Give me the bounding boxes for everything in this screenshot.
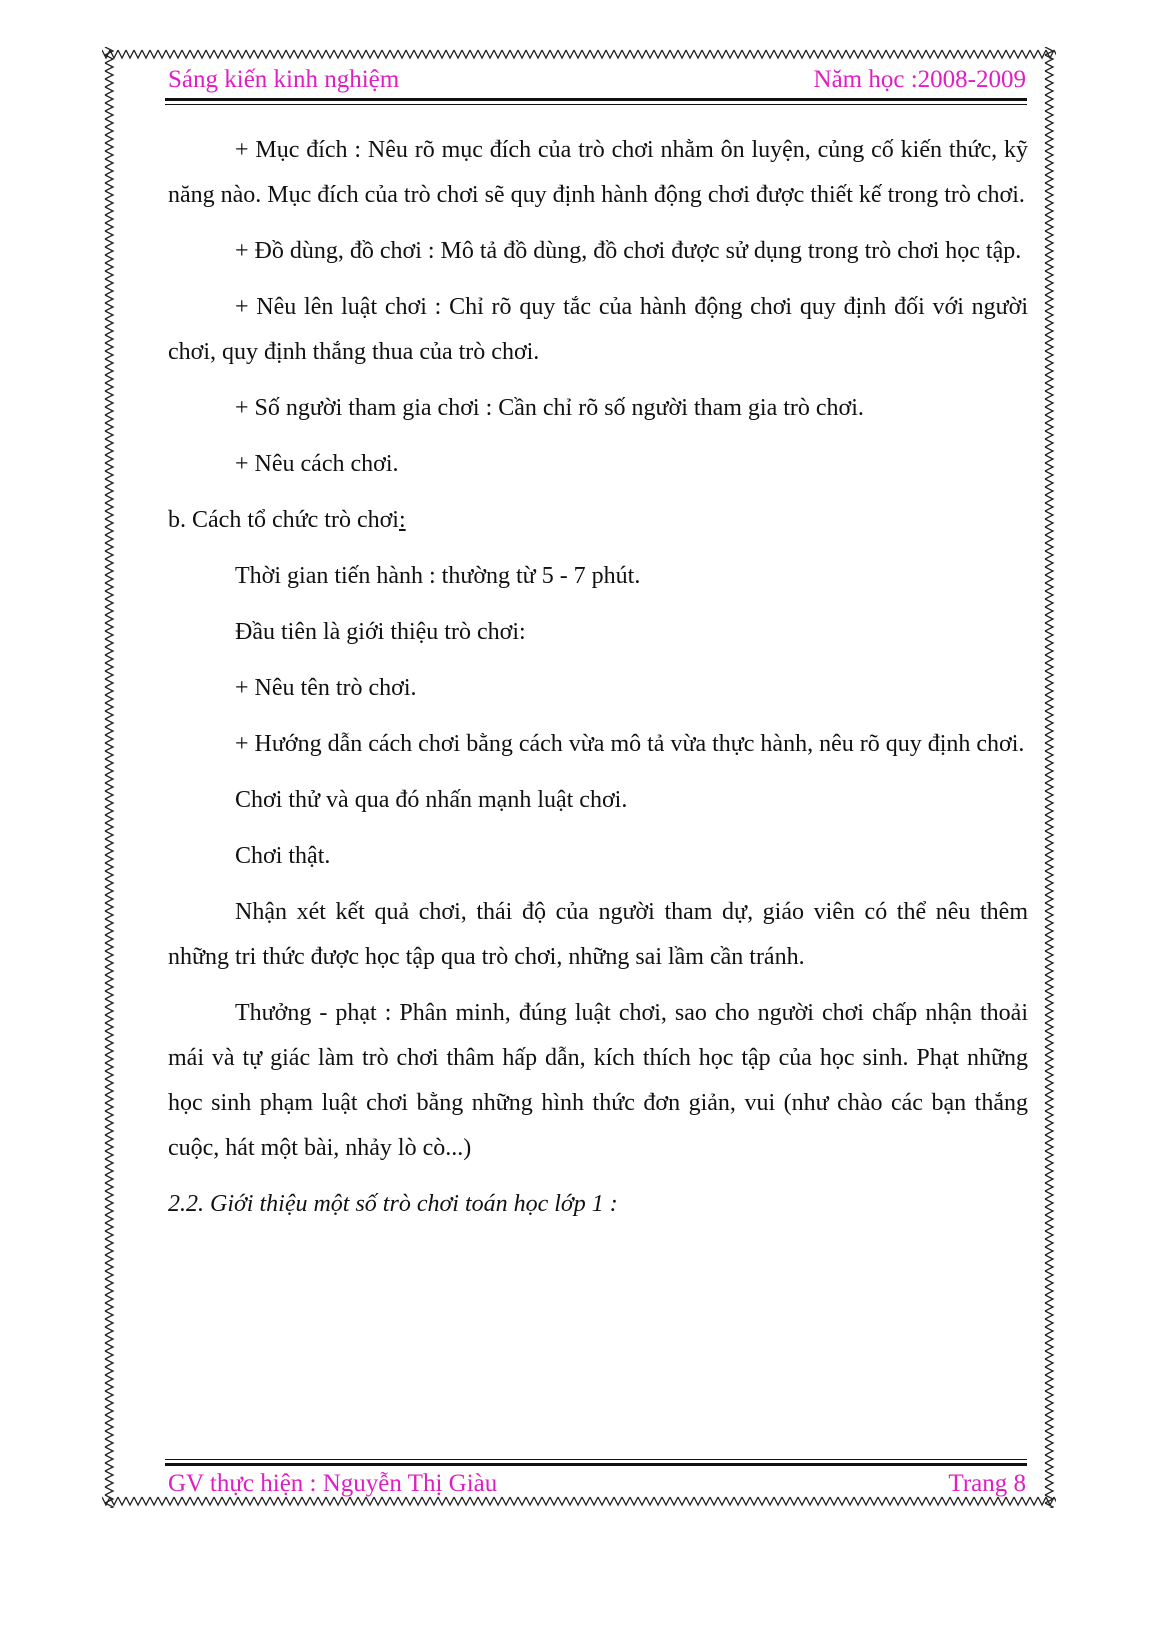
paragraph-luat-choi: + Nêu lên luật chơi : Chỉ rõ quy tắc của hành động chơi quy định đối với người chơi, quy định thắng thua của trò chơi. xyxy=(168,294,1028,365)
paragraph-neu-ten: + Nêu tên trò chơi. xyxy=(235,675,417,701)
paragraph-so-nguoi: + Số người tham gia chơi : Cần chỉ rõ số người tham gia trò chơi. xyxy=(235,395,864,421)
header-rule-thick xyxy=(165,98,1027,101)
paragraph-choi-thu: Chơi thử và qua đó nhấn mạnh luật chơi. xyxy=(235,787,628,813)
section-heading-b-text: b. Cách tổ chức trò chơi xyxy=(168,507,399,533)
page-border-right xyxy=(1042,47,1056,1508)
paragraph-gioi-thieu: Đầu tiên là giới thiệu trò chơi: xyxy=(235,619,526,645)
paragraph-muc-dich: + Mục đích : Nêu rõ mục đích của trò chơi nhằm ôn luyện, củng cố kiến thức, kỹ năng nào. Mục đích của trò chơi sẽ quy định hành động chơi được thiết kế trong trò chơi. xyxy=(168,137,1028,208)
section-heading-2-2: 2.2. Giới thiệu một số trò chơi toán học lớp 1 : xyxy=(168,1191,618,1217)
header-title: Sáng kiến kinh nghiệm xyxy=(168,66,400,93)
paragraph-choi-that: Chơi thật. xyxy=(235,843,331,869)
footer-page-number: Trang 8 xyxy=(948,1470,1026,1497)
header-rule-thin xyxy=(165,104,1027,105)
paragraph-thoi-gian: Thời gian tiến hành : thường từ 5 - 7 phút. xyxy=(235,563,641,589)
section-heading-b-colon: : xyxy=(398,507,406,533)
header-school-year: Năm học :2008-2009 xyxy=(813,66,1026,93)
paragraph-cach-choi: + Nêu cách chơi. xyxy=(235,451,399,477)
paragraph-do-dung: + Đồ dùng, đồ chơi : Mô tả đồ dùng, đồ chơi được sử dụng trong trò chơi học tập. xyxy=(235,238,1022,264)
paragraph-huong-dan: + Hướng dẫn cách chơi bằng cách vừa mô tả vừa thực hành, nêu rõ quy định chơi. xyxy=(235,731,1025,757)
section-heading-b xyxy=(168,498,1028,543)
page-body xyxy=(168,128,1028,1238)
footer-rule-thick xyxy=(165,1463,1027,1466)
paragraph-nhan-xet: Nhận xét kết quả chơi, thái độ của người tham dự, giáo viên có thể nêu thêm những tri thức được học tập qua trò chơi, những sai lầm cần tránh. xyxy=(168,899,1028,970)
page-border-left xyxy=(102,47,116,1508)
paragraph-thuong-phat: Thưởng - phạt : Phân minh, đúng luật chơi, sao cho người chơi chấp nhận thoải mái và tự giác làm trò chơi thâm hấp dẫn, kích thích học tập của học sinh. Phạt những học sinh phạm luật chơi bằng những hình thức đơn giản, vui (như chào các bạn thắng cuộc, hát một bài, nhảy lò cò...) xyxy=(168,1000,1028,1161)
footer-author: GV thực hiện : Nguyễn Thị Giàu xyxy=(168,1470,498,1497)
page-border-top xyxy=(102,47,1056,61)
footer-rule-thin xyxy=(165,1459,1027,1460)
